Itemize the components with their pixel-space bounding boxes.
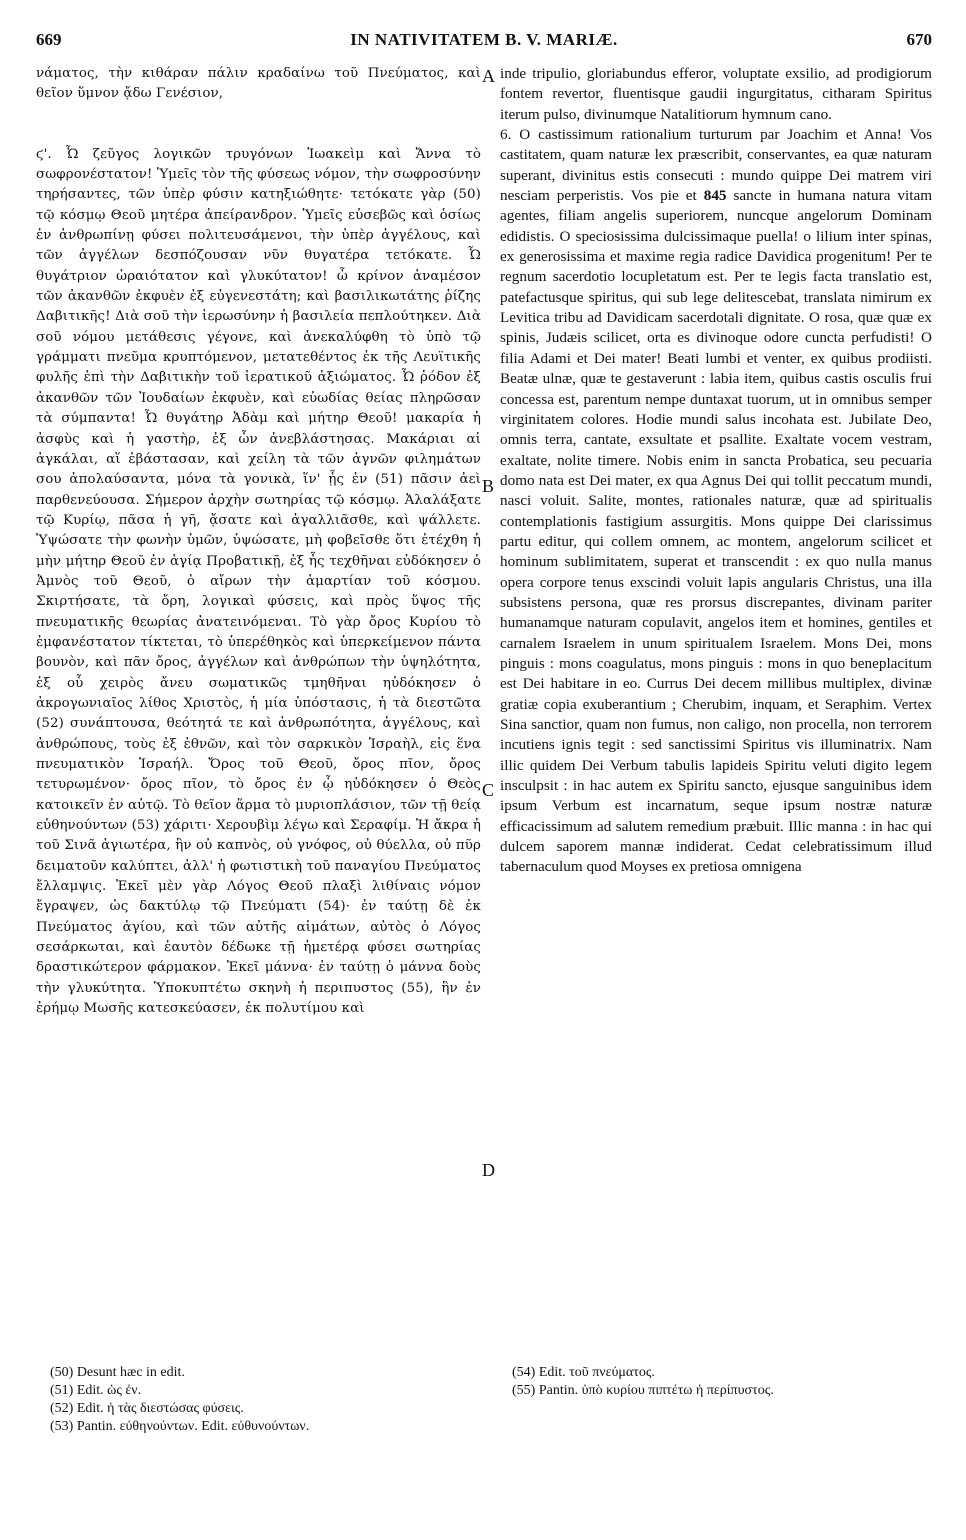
page-number-right: 670: [906, 30, 932, 49]
column-number-845: 845: [703, 187, 727, 205]
footnotes-right: [512, 1364, 932, 1400]
latin-text-part-1: 6. O castissimum rationalium turturum par Joachim et Anna! Vos castitatem, quam naturæ lex præscribit, conservantes, ea quæ naturam superant, divinitus estis consecuti : mundo quippe Dei matrem viri nesciam perperistis. Vos pie et: [500, 126, 932, 205]
greek-paragraph-2: ϛ'. Ὦ ζεῦγος λογικῶν τρυγόνων Ἰωακεὶμ καὶ Ἄννα τὸ σωφρονέστατον! Ὑμεῖς τὸν τῆς φύσεως νόμον, τὴν σωφροσύνην τηρήσαντες, τῶν ὑπὲρ φύσιν κατηξιώθητε· τετόκατε γὰρ (50) τῷ κόσμῳ Θεοῦ μητέρα ἀπείρανδρον. Ὑμεῖς εὐσεβῶς καὶ ὁσίως ἐν ἀνθρωπίνῃ φύσει πολιτευσάμενοι, τὴν ὑπὲρ ἀγγέλους, καὶ τῶν ἀγγέλων δεσπόζουσαν νῦν θυγατέρα τετόκατε. Ὦ θυγάτριον ὡραιότατον καὶ γλυκύτατον! ὦ κρίνον ἀναμέσον τῶν ἀκανθῶν ἐκφυὲν ἐξ εὐγενεστάτη; καὶ βασιλικωτάτης ῥίζης Δαβιτικῆς! Διὰ σοῦ τὴν ἱερωσύνην ἡ βασιλεία πεπλούτηκεν. Διὰ σοῦ νόμου μετάθεσις γέγονε, καὶ ἀνεκαλύφθη τὸ ὑπὸ τῷ γράμματι πνεῦμα κρυπτόμενον, μετατεθέντος ἐκ τῆς Λευϊτικῆς φυλῆς ἐπὶ τὴν Δαβιτικὴν τοῦ ἱερατικοῦ ἀξιώματος. Ὦ ῥόδον ἐξ ἀκανθῶν τῶν Ἰουδαίων ἐκφυὲν, καὶ εὐωδίας θείας πληρῶσαν τὰ σύμπαντα! Ὦ θυγάτηρ Ἀδὰμ καὶ μήτηρ Θεοῦ! μακαρία ἡ ἀσφὺς καὶ ἡ γαστὴρ, ἐξ ὧν ἀνεβλάστησας. Μακάριαι αἱ ἀγκάλαι, αἵ ἐβάστασαν, καὶ χείλη τὰ τῶν ἁγνῶν φιλημάτων σου ἀπολαύσαντα, μόνα τὰ γονικὰ, ἵν' ᾖς ἐν (51) πᾶσιν ἀεὶ παρθενεύουσα. Σήμερον ἀρχὴν σωτηρίας τῷ κόσμῳ. Ἀλαλάξατε τῷ Κυρίῳ, πᾶσα ἡ γῆ, ᾄσατε καὶ ἀγαλλιᾶσθε, καὶ ψάλλετε. Ὑψώσατε τὴν φωνὴν ὑμῶν, ὑψώσατε, μὴ φοβεῖσθε ὅτι ἐτέχθη ἡ μὴν μήτηρ Θεοῦ ἐν ἁγίᾳ Προβατικῇ, ἐξ ἧς τεχθῆναι εὐδόκησεν ὁ Ἀμνὸς τοῦ Θεοῦ, ὁ αἴρων τὴν ἁμαρτίαν τοῦ κόσμου. Σκιρτήσατε, τὰ ὄρη, λογικαὶ φύσεις, καὶ πρὸς ὕψος τῆς πνευματικῆς θεωρίας ἀνατεινόμεναι. Τὸ γὰρ ὄρος Κυρίου τὸ ἐμφανέστατον τίκτεται, τὸ ὑπερέθηκὸς καὶ ὑπερκείμενον πάντα βουνὸν, καὶ πᾶν ὄρος, ἀγγέλων καὶ ἀνθρώπων τὴν ὑψηλότητα, ἐξ οὗ χειρὸς ἄνευ σωματικῶς τμηθῆναι ηὐδόκησεν ὁ ἀκρογωνιαῖος λίθος Χριστὸς, ἡ μία ὑπόστασις, ἡ τὰ διεστῶτα (52) συνάπτουσα, θεότητά τε καὶ ἀνθρωπότητα, ἀγγέλους, καὶ ἀνθρώπους, τοὺς ἐξ ἐθνῶν, καὶ τὸν σαρκικὸν Ἰσραὴλ, εἰς ἕνα πνευματικὸν Ἰσραήλ. Ὄρος τοῦ Θεοῦ, ὄρος πῖον, ὄρος τετυρωμένον· ὄρος πῖον, τὸ ὄρος ἐν ᾧ ηὐδόκησεν ὁ Θεὸς κατοικεῖν ἐν αὐτῷ. Τὸ θεῖον ἅρμα τὸ μυριοπλάσιον, τῶν τῇ θείᾳ εὐθηνούντων (53) χάριτι· Χερουβὶμ λέγω καὶ Σεραφίμ. Ἡ ἄκρα ἡ τοῦ Σινᾶ ἁγιωτέρα, ἣν οὐ καπνὸς, οὐ γνόφος, οὐ θύελλα, οὐ πῦρ δειματοῦν καλύπτει, ἀλλ' ἡ φωτιστικὴ τοῦ παναγίου Πνεύματος ἔλλαμψις. Ἐκεῖ μὲν γὰρ Λόγος Θεοῦ πλαξὶ λιθίναις νόμον ἔγραψεν, ὡς δακτύλῳ τῷ Πνεύματι (54)· ἐν ταύτῃ δὲ ἐκ Πνεύματος ἁγίου, καὶ τῶν αὐτῆς αἱμάτων, αὐτὸς ὁ Λόγος σεσάρκωται, καὶ ἑαυτὸν δέδωκε τῇ ἡμετέρᾳ φύσει σωτηρίας δραστικώτερον φάρμακον. Ἐκεῖ μάννα· ἐν ταύτῃ ὁ μάννα δοὺς τὴν γλυκύτητα. Ὑποκυπτέτω σκηνὴ ἡ περιπυστος (55), ἣν ἐν ἐρήμῳ Μωσῆς κατεσκεύασεν, ἐκ πολυτίμου καὶ: [36, 146, 481, 1017]
paragraph-gap: [36, 105, 481, 145]
latin-paragraph-1: inde tripulio, gloriabundus efferor, voluptate exsilio, ad prodigiorum fontem revertor, fluentisque gaudii ingurgitatus, citharam Spiritus iterum pulso, divinumque Natalitiorum hymnum cano.: [500, 65, 932, 123]
footnote-55: (55) Pantin. ὑπὸ κυρίου πιπτέτω ἡ περίπυστος.: [512, 1383, 774, 1398]
latin-paragraph-2: [500, 125, 932, 878]
section-marker-a: A: [482, 66, 495, 86]
greek-paragraph-1: νάματος, τὴν κιθάραν πάλιν κραδαίνω τοῦ Πνεύματος, καὶ θεῖον ὕμνον ᾄδω Γενέσιον,: [36, 66, 481, 102]
running-header: [36, 30, 932, 60]
footnote-52: (52) Edit. ἡ τὰς διεστώσας φύσεις.: [50, 1401, 244, 1416]
section-marker-c: C: [482, 780, 495, 800]
footnotes-left: [50, 1364, 470, 1436]
footnote-50: (50) Desunt hæc in edit.: [50, 1365, 185, 1380]
latin-column: [500, 64, 932, 878]
latin-text-part-2: sancte in humana natura vitam agentes, filiam angelis superiorem, nuncque angelorum Dominam edidistis. O speciosissima dulcissimaque puella! o lilium inter spinas, ex generosissima et maxime regia radice Davidica progenitum! Per te regnum sacerdotio locupletatum est. Per te legis facta translatio est, patefactusque spiritus, qui sub lege delitescebat, translata nimirum ex Levitica tribu ad Davidicam sacerdotali dignitate. O rosa, quæ quæ ex spinis, Judæis scilicet, orta es divinoque odore cuncta perfudisti! O filia Adami et Dei mater! Beati lumbi et venter, ex quibus prodiisti. Beatæ ulnæ, quæ te gestaverunt : labia item, quibus castis osculis frui concessa est, parentum nempe duntaxat tuorum, ut in omnibus semper virginitatem colores. Hodie mundi salus incohata est. Jubilate Deo, omnis terra, cantate, exsultate et psallite. Exaltate vocem vestram, exaltate, nolite timere. Nobis enim in sancta Probatica, seu pecuaria domo nata est Dei mater, ex qua Agnus Dei qui tollit peccatum mundi, nasci voluit. Salite, montes, rationales naturæ, quæ ad spiritualis contemplationis fastigium assurgitis. Mons quippe Dei clarissimus partu editur, qui collem omnem, ac montem, angelorum scilicet et hominum sublimitatem, superat et transcendit : ex quo nulla manus opera corpore tenus exscindi voluit lapis angularis Christus, una illa subsistens persona, quæ res prorsus discrepantes, divinam pariter humanamque naturam copulavit, angelos item et homines, gentiles et carnalem Israelem in unum spiritualem Israelem. Mons Dei, mons pinguis : mons coagulatus, mons pinguis : mons in quo beneplacitum est Dei habitare in eo. Currus Dei decem millibus multiplex, divinæ gratiæ copia exuberantium ; Cherubim, inquam, et Seraphim. Vertex Sina sanctior, quam non fumus, non caligo, non procella, non terrorem incutiens ignis tegit : sed sanctissimi Spiritus vis illuminatrix. Nam illic quidem Dei Verbum tabulis lapideis Spiritu veluti digito legem insculpsit : in hac autem ex Spiritu sancto, ejusque sanguinibus idem ipsum Verbum est incarnatum, seque ipsum nostræ naturæ efficacissimum ad salutem remedium præbuit. Illic manna : in hac qui dulcem saporem mannæ indiderat. Cedat celebratissimum illud tabernaculum quod Moyses ex pretiosa omnigena: [500, 187, 933, 876]
footnote-53: (53) Pantin. εὐθηνούντων. Edit. εὐθυνούντων.: [50, 1419, 310, 1434]
greek-column: [36, 64, 481, 1019]
footnote-54: (54) Edit. τοῦ πνεύματος.: [512, 1365, 655, 1380]
footnote-51: (51) Edit. ὡς ἐν.: [50, 1383, 142, 1398]
section-marker-d: D: [482, 1160, 495, 1180]
page-number-left: 669: [36, 30, 62, 49]
running-title: IN NATIVITATEM B. V. MARIÆ.: [350, 30, 618, 49]
section-marker-b: B: [482, 476, 495, 496]
